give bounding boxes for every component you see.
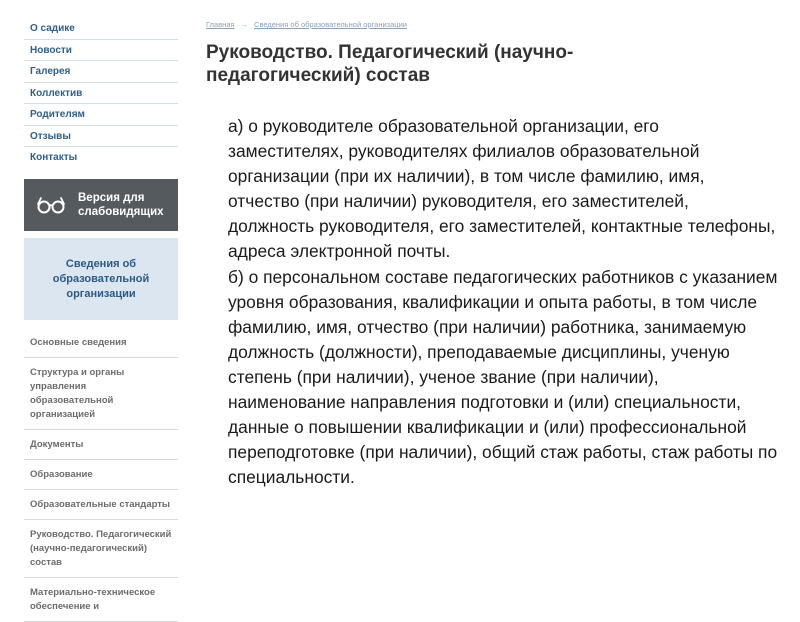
edu-subnav	[24, 328, 178, 622]
low-vision-version-button[interactable]	[24, 179, 178, 231]
nav-item-contacts[interactable]: Контакты	[30, 152, 78, 163]
subnav-item-education[interactable]: Образование	[24, 460, 178, 490]
breadcrumb-section-link[interactable]: Сведения об образовательной организации	[254, 20, 407, 29]
nav-item-news[interactable]: Новости	[24, 40, 178, 62]
subnav-item-structure[interactable]: Структура и органы управления образовательной организацией	[24, 358, 178, 430]
subnav-item-basic-info[interactable]: Основные сведения	[24, 328, 178, 358]
breadcrumb-separator: →	[240, 20, 249, 29]
subnav-item-facilities[interactable]: Материально-техническое обеспечение и	[24, 578, 178, 622]
nav-item-gallery[interactable]: Галерея	[24, 61, 178, 83]
nav-item-about[interactable]: О садике	[24, 18, 178, 40]
nav-item-reviews[interactable]: Отзывы	[24, 126, 178, 148]
edu-organization-info-link[interactable]	[24, 238, 178, 320]
main-nav	[24, 18, 178, 169]
content-paragraph-a: а) о руководителе образовательной организации, его заместителях, руководителях филиалов образовательной организации (при их наличии), в том числе фамилию, имя, отчество (при наличии) руководителя, его заместителей, должность руководителя, его заместителей, контактные телефоны, адреса электронной почты.	[228, 116, 776, 262]
breadcrumb-home-link[interactable]: Главная	[206, 20, 235, 29]
subnav-item-management[interactable]: Руководство. Педагогический (научно-педагогический) состав	[24, 520, 178, 578]
content-paragraph-b: б) о персональном составе педагогических работников с указанием уровня образования, квалификации и опыта работы, в том числе фамилию, имя, отчество (при наличии) работника, занимаемую должность (должности), преподаваемые дисциплины, ученую степень (при наличии), ученое звание (при наличии), наименование направления подготовки и (или) специальности, данные о повышении квалификации и (или) профессиональной переподготовке (при наличии), общий стаж работы, стаж работы по специальности.	[228, 266, 778, 488]
sidebar	[24, 18, 178, 612]
page-content	[228, 114, 778, 490]
low-vision-label: Версия для слабовидящих	[78, 192, 164, 218]
nav-item-staff[interactable]: Коллектив	[24, 83, 178, 105]
subnav-item-documents[interactable]: Документы	[24, 430, 178, 460]
glasses-icon	[36, 195, 66, 215]
breadcrumb	[206, 20, 407, 29]
page-title: Руководство. Педагогический (научно-педагогический) состав	[206, 42, 574, 86]
subnav-item-standards[interactable]: Образовательные стандарты	[24, 490, 178, 520]
nav-item-parents[interactable]: Родителям	[24, 104, 178, 126]
edu-organization-info-label: Сведения об образовательной организации	[52, 257, 150, 300]
